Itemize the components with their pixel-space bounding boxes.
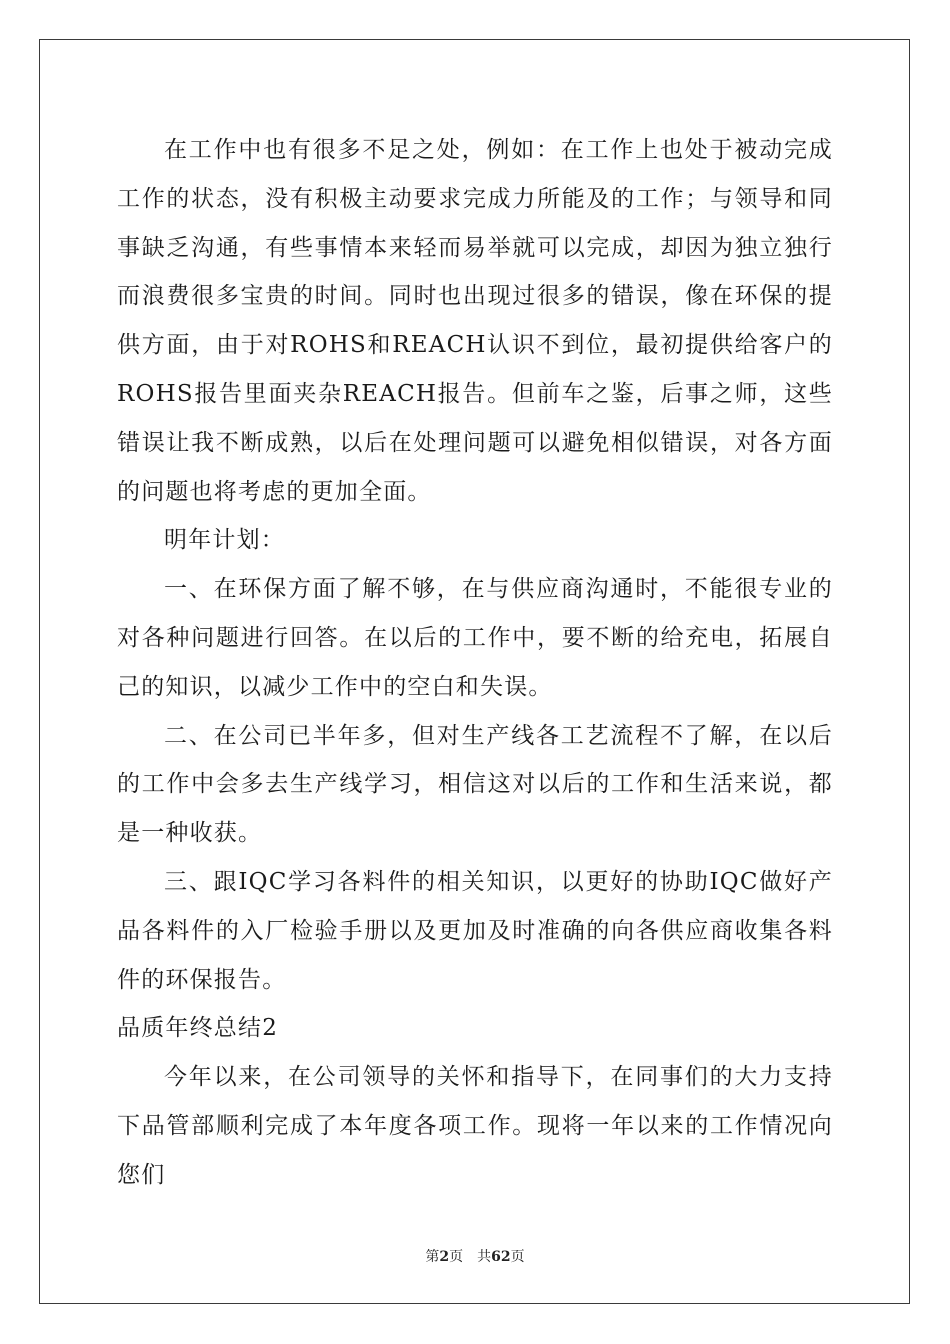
paragraph-plan-item-1: 一、在环保方面了解不够，在与供应商沟通时，不能很专业的对各种问题进行回答。在以后的工作中，要不断的给充电，拓展自己的知识，以减少工作中的空白和失误。 [117,576,833,700]
document-body [117,126,833,1200]
total-pages: 62 [491,1249,511,1265]
paragraph-plan-item-2: 二、在公司已半年多，但对生产线各工艺流程不了解，在以后的工作中会多去生产线学习，相信这对以后的工作和生活来说，都是一种收获。 [117,722,833,847]
page-number: 2 [439,1249,450,1265]
section-heading: 品质年终总结2 [117,1015,279,1042]
total-suffix: 页 [510,1249,525,1265]
paragraph-plan-item-3: 三、跟IQC学习各料件的相关知识，以更好的协助IQC做好产品各料件的入厂检验手册以及更加及时准确的向各供应商收集各料件的环保报告。 [117,868,833,993]
page-footer [0,1246,950,1266]
page-suffix: 页 [449,1249,464,1265]
paragraph-plan-title: 明年计划： [164,527,285,554]
paragraph-section-intro: 今年以来，在公司领导的关怀和指导下，在同事们的大力支持下品管部顺利完成了本年度各项工作。现将一年以来的工作情况向您们 [117,1064,833,1188]
paragraph-shortcomings: 在工作中也有很多不足之处，例如：在工作上也处于被动完成工作的状态，没有积极主动要求完成力所能及的工作；与领导和同事缺乏沟通，有些事情本来轻而易举就可以完成，却因为独立独行而浪费很多宝贵的时间。同时也出现过很多的错误，像在环保的提供方面，由于对ROHS和REACH认识不到位，最初提供给客户的ROHS报告里面夹杂REACH报告。但前车之鉴，后事之师，这些错误让我不断成熟，以后在处理问题可以避免相似错误，对各方面的问题也将考虑的更加全面。 [117,137,833,505]
page-prefix: 第 [425,1249,440,1265]
total-prefix: 共 [477,1249,492,1265]
